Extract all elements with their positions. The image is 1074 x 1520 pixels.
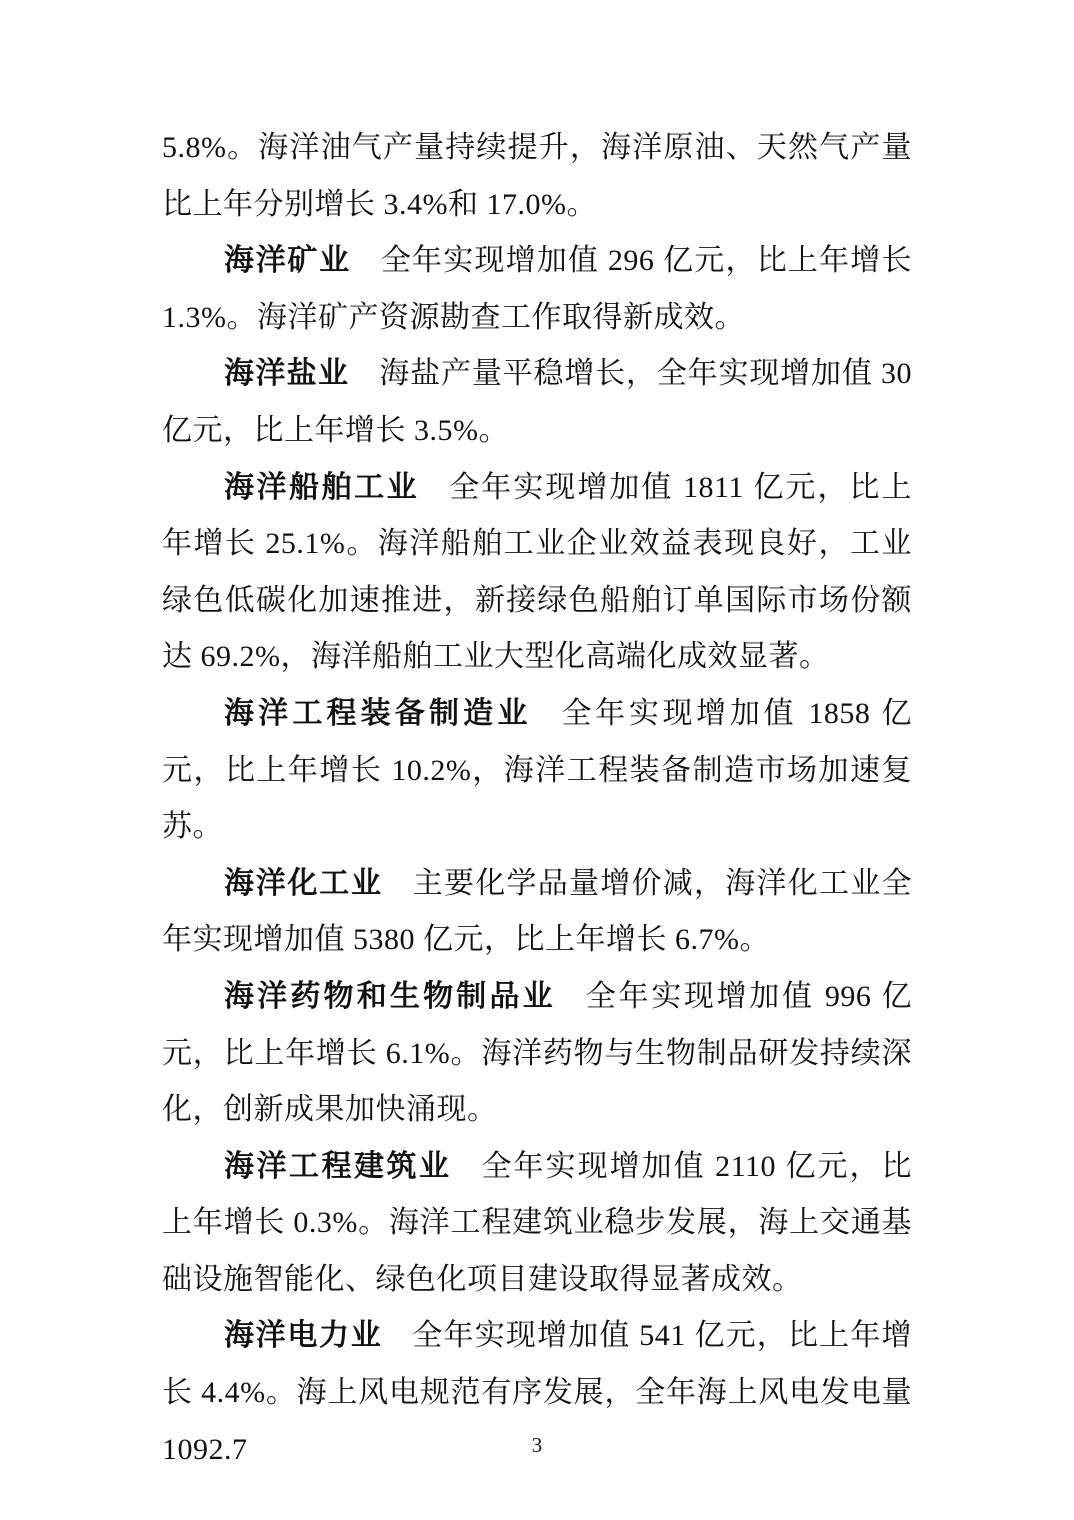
section-heading: 海洋盐业 xyxy=(224,357,350,391)
section-heading: 海洋工程建筑业 xyxy=(224,1149,452,1183)
paragraph-text: 全年实现增加值 996 亿元，比上年增长 6.1%。海洋药物与生物制品研发持续深化，创新成果加快涌现。 xyxy=(162,979,913,1127)
document-body xyxy=(162,120,912,1478)
section-heading: 海洋船舶工业 xyxy=(224,470,420,504)
paragraph-text: 全年实现增加值 1811 亿元，比上年增长 25.1%。海洋船舶工业企业效益表现良好，工业绿色低碳化加速推进，新接绿色船舶订单国际市场份额达 69.2%，海洋船舶工业大型化高端化成效显著。 xyxy=(162,470,913,674)
paragraph xyxy=(162,686,912,856)
paragraph-text: 全年实现增加值 2110 亿元，比上年增长 0.3%。海洋工程建筑业稳步发展，海上交通基础设施智能化、绿色化项目建设取得显著成效。 xyxy=(162,1149,913,1296)
paragraph xyxy=(162,969,912,1139)
section-heading: 海洋矿业 xyxy=(224,244,351,278)
paragraph-text: 全年实现增加值 296 亿元，比上年增长 1.3%。海洋矿产资源勘查工作取得新成效。 xyxy=(162,244,913,334)
paragraph-text: 全年实现增加值 541 亿元，比上年增长 4.4%。海上风电规范有序发展，全年海上风电发电量 1092.7 xyxy=(162,1319,912,1466)
section-heading: 海洋药物和生物制品业 xyxy=(224,979,556,1013)
page-number: 3 xyxy=(531,1433,543,1457)
paragraph-text: 主要化学品量增价减，海洋化工业全年实现增加值 5380 亿元，比上年增长 6.7%。 xyxy=(162,866,912,957)
paragraph xyxy=(162,460,912,686)
paragraph xyxy=(162,1139,912,1309)
section-heading: 海洋工程装备制造业 xyxy=(224,696,532,730)
paragraph-text: 5.8%。海洋油气产量持续提升，海洋原油、天然气产量比上年分别增长 3.4%和 17.0%。 xyxy=(162,131,912,221)
section-heading: 海洋化工业 xyxy=(224,866,383,900)
paragraph-text: 全年实现增加值 1858 亿元，比上年增长 10.2%，海洋工程装备制造市场加速复苏。 xyxy=(162,696,912,844)
paragraph xyxy=(162,233,912,346)
paragraph xyxy=(162,346,912,459)
paragraph-text: 海盐产量平稳增长，全年实现增加值 30 亿元，比上年增长 3.5%。 xyxy=(162,357,913,447)
paragraph xyxy=(162,120,912,233)
paragraph xyxy=(162,856,912,969)
section-heading: 海洋电力业 xyxy=(224,1319,383,1353)
